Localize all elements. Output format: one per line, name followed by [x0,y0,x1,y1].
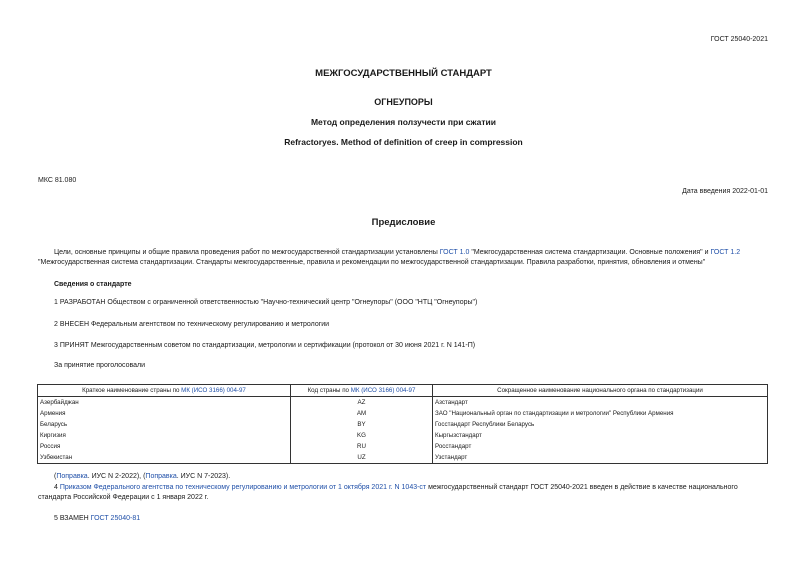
code-cell: UZ [291,452,433,464]
amendment-link[interactable]: Поправка [56,473,88,480]
gost-1-2-link[interactable]: ГОСТ 1.2 [710,249,741,256]
amendment-link[interactable]: Поправка [145,473,177,480]
standard-name-ru: Метод определения ползучести при сжатии [310,117,497,127]
preface-heading: Предисловие [371,217,436,228]
preface-paragraph-1 [38,248,769,268]
body-cell: Росстандарт [433,441,768,452]
country-cell: Киргизия [38,430,291,441]
code-cell: KG [291,430,433,441]
mk-iso-link[interactable]: МК (ИСО 3166) 004-97 [181,387,246,394]
standard-subject: ОГНЕУПОРЫ [374,97,433,107]
body-cell: Кыргызстандарт [433,430,768,441]
code-cell: RU [291,441,433,452]
country-cell: Беларусь [38,419,291,430]
p1-text-b: "Межгосударственная система стандартизации. Основные положения" и [469,249,711,256]
body-cell: Госстандарт Республики Беларусь [433,419,768,430]
table-row [38,397,768,409]
table-row [38,419,768,430]
table-row [38,441,768,452]
mks-code: МКС 81.080 [38,177,77,184]
col-country-header: Краткое наименование страны по МК (ИСО 3166) 004-97 [38,385,291,397]
p1-text-c: "Межгосударственная система стандартизации. Стандарты межгосударственные, правила и рекомендации по межгосударственной стандартизации. Правила разработки, принятия, обновления и отмены" [38,259,706,266]
table-header-row [38,385,768,397]
code-cell: AZ [291,397,433,409]
amendments-line: (Поправка. ИУС N 2-2022), (Поправка. ИУС N 7-2023). [54,473,231,480]
voted-label: За принятие проголосовали [54,362,146,369]
rosstandart-order-link[interactable]: Приказом Федерального агентства по техническому регулированию и метрологии [59,484,328,491]
item-1-developed: 1 РАЗРАБОТАН Обществом с ограниченной ответственностью "Научно-технический центр "Огнеупоры" (ООО "НТЦ "Огнеупоры") [54,299,478,306]
item-5-replaces: 5 ВЗАМЕН ГОСТ 25040-81 [54,515,141,522]
mk-iso-link[interactable]: МК (ИСО 3166) 004-97 [350,387,416,394]
col-code-header: Код страны по МК (ИСО 3166) 004-97 [291,385,433,397]
item-3-adopted: 3 ПРИНЯТ Межгосударственным советом по стандартизации, метрологии и сертификации (протокол от 30 июня 2021 г. N 141-П) [54,342,476,349]
body-cell: Азстандарт [433,397,768,409]
p1-text-a: Цели, основные принципы и общие правила проведения работ по межгосударственной стандартизации установлены [54,249,440,256]
voting-countries-table [37,384,768,464]
standard-type-heading: МЕЖГОСУДАРСТВЕННЫЙ СТАНДАРТ [315,68,492,79]
info-heading: Сведения о стандарте [54,281,132,288]
table-row [38,452,768,464]
country-cell: Узбекистан [38,452,291,464]
table-row [38,408,768,419]
order-date-link[interactable]: от 1 октября 2021 г. N 1043-ст [329,484,427,491]
gost-25040-81-link[interactable]: ГОСТ 25040-81 [90,515,141,522]
document-number: ГОСТ 25040-2021 [710,36,768,43]
code-cell: AM [291,408,433,419]
country-cell: Армения [38,408,291,419]
code-cell: BY [291,419,433,430]
item-4-order: 4 Приказом Федерального агентства по техническому регулированию и метрологии от 1 октября 2021 г. N 1043-ст межгосударственный стандарт ГОСТ 25040-2021 введен в действие в качестве национального стандарта Российской Федерации с 1 января 2022 г. [38,484,738,501]
country-cell: Россия [38,441,291,452]
country-cell: Азербайджан [38,397,291,409]
item-2-submitted: 2 ВНЕСЕН Федеральным агентством по техническому регулированию и метрологии [54,321,330,328]
body-cell: ЗАО "Национальный орган по стандартизации и метрологии" Республики Армения [433,408,768,419]
col-body-header: Сокращенное наименование национального органа по стандартизации [433,385,768,397]
body-cell: Узстандарт [433,452,768,464]
gost-1-0-link[interactable]: ГОСТ 1.0 [439,249,470,256]
table-row [38,430,768,441]
intro-date: Дата введения 2022-01-01 [682,188,768,195]
standard-name-en: Refractoryes. Method of definition of creep in compression [284,137,523,147]
